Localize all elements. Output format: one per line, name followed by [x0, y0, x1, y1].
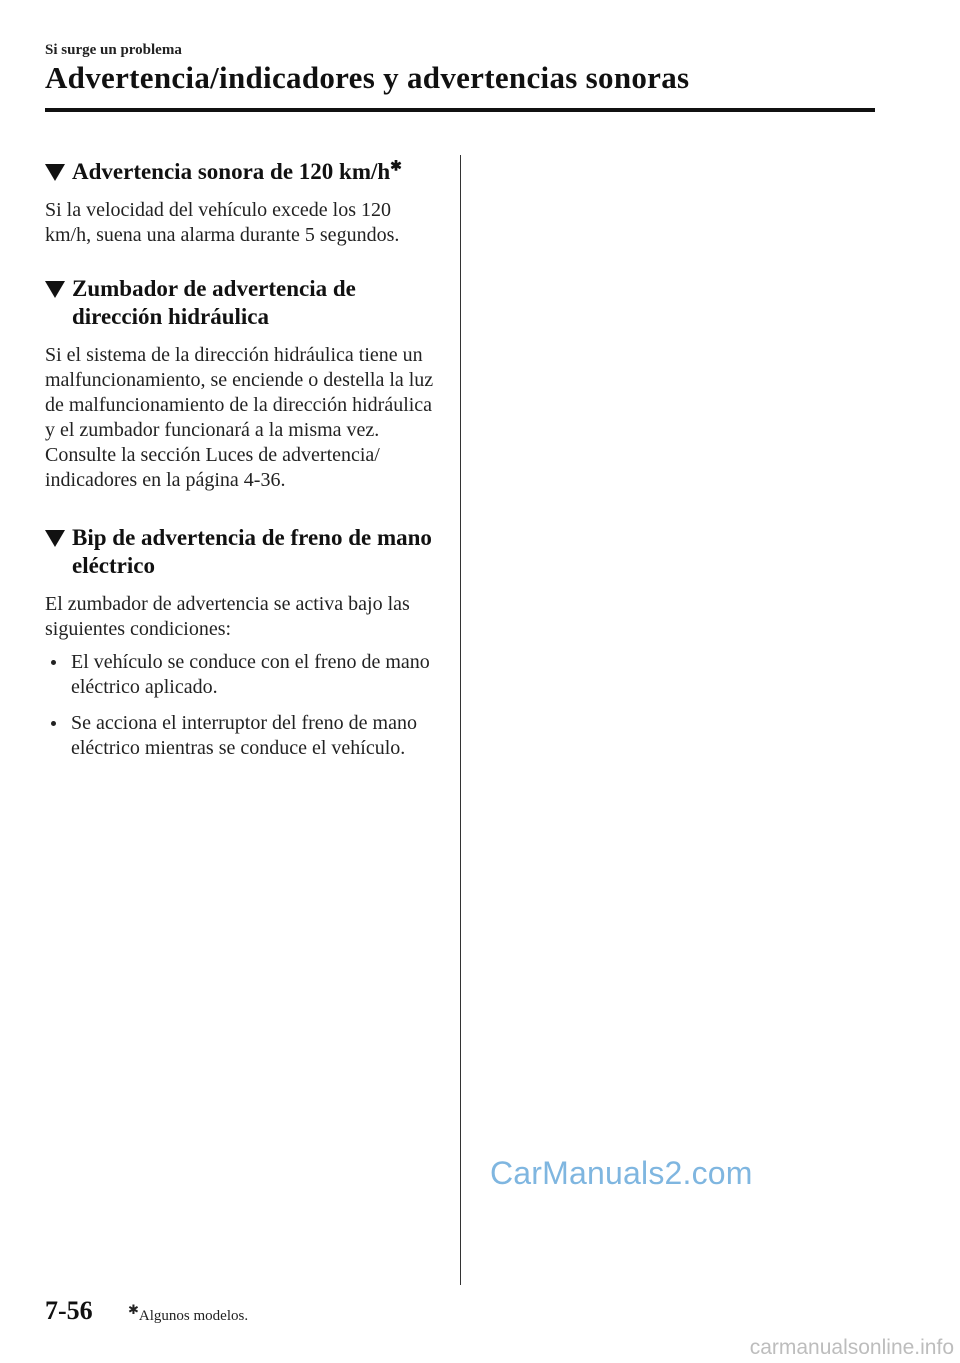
header-rule: [45, 108, 875, 112]
footnote: ✱Algunos modelos.: [128, 1302, 249, 1324]
asterisk-icon: ✱: [390, 159, 402, 175]
triangle-down-icon: [45, 281, 65, 298]
paragraph: Si el sistema de la dirección hidráulica tiene un malfuncionamiento, se enciende o destella la luz de malfuncionamiento de la dirección hidráulica y el zumbador funcionará a la misma vez.: [45, 344, 434, 441]
asterisk-icon: ✱: [128, 1302, 139, 1317]
triangle-down-icon: [45, 530, 65, 547]
paragraph: Consulte la sección Luces de advertencia/ indicadores en la página 4-36.: [45, 444, 380, 491]
section-heading: Advertencia sonora de 120 km/h✱: [45, 158, 440, 186]
paragraph: El zumbador de advertencia se activa bajo las siguientes condiciones:: [45, 593, 410, 640]
column-divider: [460, 155, 461, 1285]
bullet-icon: [51, 721, 56, 726]
list-item: Se acciona el interruptor del freno de mano eléctrico mientras se conduce el vehículo.: [45, 711, 440, 761]
section-heading: Bip de advertencia de freno de mano eléctrico: [45, 524, 440, 580]
left-column: [45, 158, 440, 772]
bullet-icon: [51, 660, 56, 665]
list-item: El vehículo se conduce con el freno de mano eléctrico aplicado.: [45, 650, 440, 700]
paragraph: Si la velocidad del vehículo excede los 120 km/h, suena una alarma durante 5 segundos.: [45, 199, 400, 246]
section-power-steering: [45, 275, 440, 493]
watermark-logo: CarManuals2.com: [490, 1155, 753, 1191]
page-title: Advertencia/indicadores y advertencias sonoras: [45, 60, 690, 95]
triangle-down-icon: [45, 164, 65, 181]
chapter-label: Si surge un problema: [45, 42, 182, 58]
section-120kmh: [45, 158, 440, 248]
section-electric-parking-brake: [45, 524, 440, 761]
section-heading: Zumbador de advertencia de dirección hidráulica: [45, 275, 440, 331]
page-number: 7-56: [45, 1296, 93, 1325]
bullet-list: [45, 650, 440, 761]
watermark-url: carmanualsonline.info: [749, 1336, 954, 1359]
